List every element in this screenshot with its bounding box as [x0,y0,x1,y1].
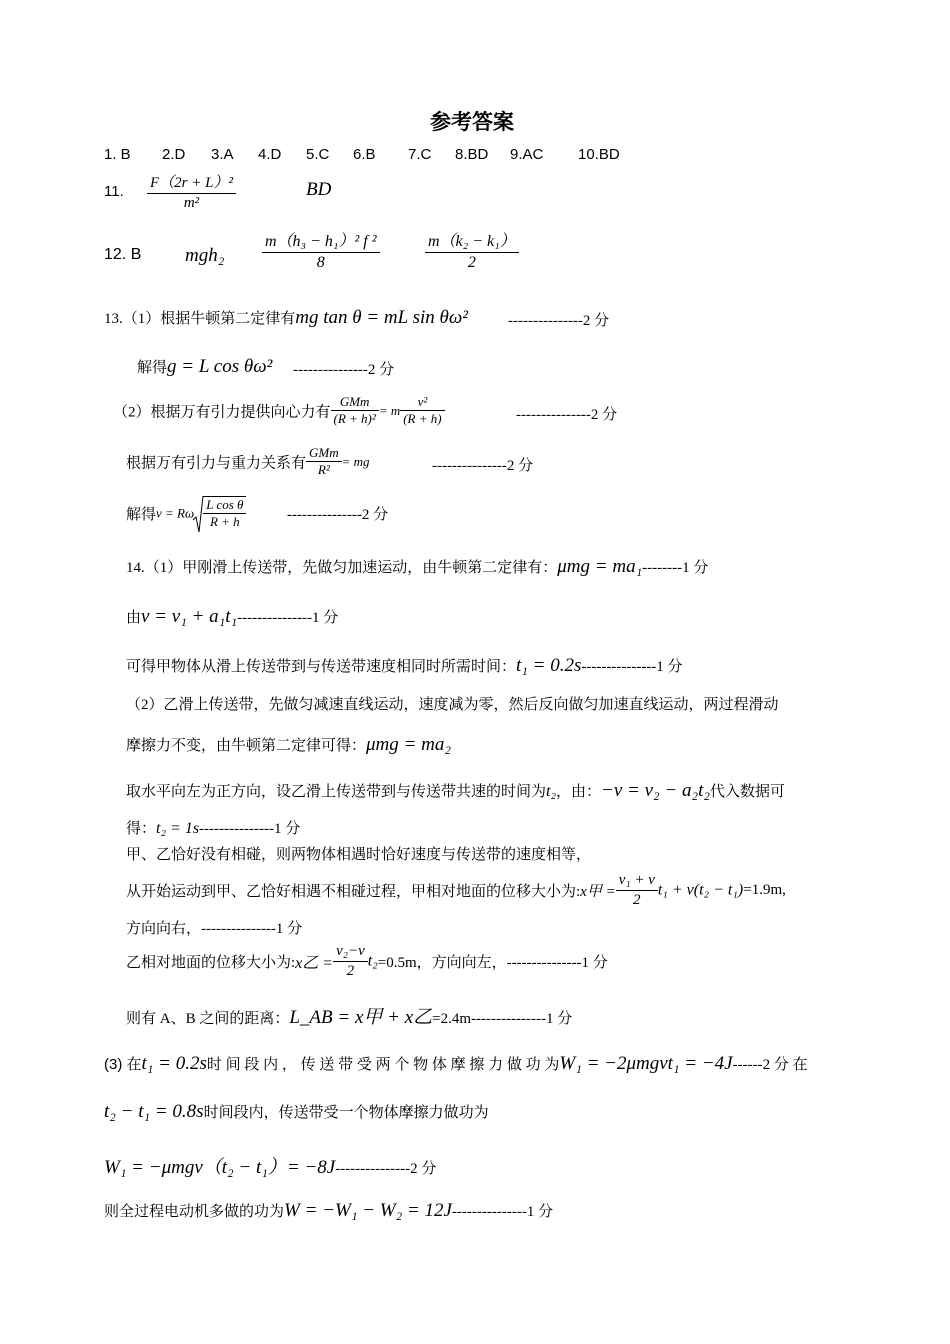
q14-text-6a: 取水平向左为正方向，设乙滑上传送带到与传送带共速的时间为 [126,784,547,800]
q14-rest-11: t₂ [367,952,378,970]
page-title: 参考答案 [430,110,514,134]
q11-fraction [147,174,236,213]
q13-score-4: ---------------2 分 [432,458,534,474]
choice-answer: 9.AC [510,146,544,163]
q14-3-formula-2: t₂ − t₁ = 0.8s [104,1101,204,1122]
q14-frac-11-num: v₂−v [333,942,368,962]
q11-numerator: F（2r + L）² [147,174,236,194]
choice-answer: 2.D [162,146,186,163]
q14-line-5 [126,734,451,756]
q14-lhs-11: x乙 = [295,954,334,972]
q13-line-2 [137,356,272,378]
q14-line-8: 甲、乙恰好没有相碰，则两物体相遇时恰好速度与传送带的速度相等， [126,847,592,863]
q14-line-12 [126,1002,572,1029]
q14-formula-12: L_AB = x甲 + x乙 [289,1007,433,1028]
choice-answer: 7.C [408,146,432,163]
q13-score-5: ---------------2 分 [287,507,389,523]
q14-formula-6: −v = v₂ − a₂t₂ [601,780,710,801]
q13-line-1 [104,307,468,329]
q12-fraction-1-den: 8 [316,254,325,271]
q14-frac-11-den: 2 [346,962,355,979]
q11-answer-2: BD [306,179,332,200]
q12-fraction-2-den: 2 [467,254,476,271]
q13-text-5: 解得 [126,506,157,523]
q14-3-score-4: ---------------1 分 [451,1204,554,1220]
q14-text-6b: ，由： [556,784,602,800]
q13-eq-3: = m [378,402,401,418]
q14-3-line-4 [104,1200,553,1222]
q14-t2: t₂ [546,783,557,800]
q14-3-t1: t₁ = 0.2s [141,1053,207,1074]
q13-formula-1: mg tan θ = mL sin θω² [295,307,468,328]
q13-frac-4-den: R² [317,462,330,478]
choice-answer: 8.BD [455,146,489,163]
q14-3-text-1b: 时 间 段 内 ， 传 送 带 受 两 个 物 体 摩 擦 力 做 功 为 [206,1057,560,1073]
q13-line-4 [126,445,370,479]
choice-answer: 1. B [104,146,131,163]
q14-text-7: 得： [126,821,157,837]
q14-3-formula-3: W₁ = −μmgv（t₂ − t₁）= −8J [104,1157,336,1178]
q14-text-5: 摩擦力不变，由牛顿第二定律可得： [126,738,367,754]
q14-line-10: 方向向右，---------------1 分 [126,921,303,937]
q14-text-11: 乙相对地面的位移大小为: [126,954,296,971]
q14-3-line-2 [104,1101,489,1123]
q14-3-formula-1: W₁ = −2μmgvt₁ = −4J [559,1053,733,1074]
choice-answer: 10.BD [578,146,620,163]
q14-formula-5: μmg = ma₂ [366,734,451,755]
q14-line-6 [126,780,785,802]
q11-denominator: m² [183,194,200,211]
q12-answer-2: mgh₂ [185,245,225,266]
q13-formula-2: g = L cos θω² [167,356,273,377]
q14-score-2: ---------------1 分 [237,610,339,626]
q14-line-2 [126,606,338,628]
q14-line-9 [126,871,786,910]
q13-eq-4: = mg [341,453,370,469]
q11-label: 11. [104,183,124,200]
q14-3-text-2: 时间段内，传送带受一个物体摩擦力做功为 [203,1105,489,1121]
q13-frac-3a-den: (R + h)² [333,411,376,427]
sqrt-symbol [203,496,246,531]
q14-text-9: 从开始运动到甲、乙恰好相遇不相碰过程，甲相对地面的位移大小为: [126,883,581,900]
q14-formula-3: t₁ = 0.2s [516,655,582,676]
q14-3-formula-4: W = −W₁ − W₂ = 12J [284,1200,452,1221]
q13-score-1: ---------------2 分 [508,313,610,329]
q14-line-3 [126,655,683,677]
radical-icon [193,496,204,534]
q13-score-2: ---------------2 分 [293,362,395,378]
q13-text-2: 解得 [137,360,168,376]
q13-score-3: ---------------2 分 [516,407,618,423]
q14-frac-9-den: 2 [633,891,641,908]
q14-result-11: =0.5m，方向向左，---------------1 分 [377,954,608,971]
q13-frac-3a-num: GMm [331,394,379,411]
q13-text-3: （2）根据万有引力提供向心力有 [113,404,331,421]
q12-fraction-2-num: m（k₂ − k₁） [425,232,519,253]
q14-score-3: ---------------1 分 [581,659,683,675]
q13-frac-4-num: GMm [306,445,342,462]
choice-answer: 5.C [306,146,330,163]
q13-frac-3b-den: (R + h) [403,411,442,427]
q14-line-4: （2）乙滑上传送带，先做匀减速直线运动，速度减为零，然后反向做匀加速直线运动，两过程滑动 [126,697,779,713]
q14-formula-1: μmg = ma₁ [557,556,643,577]
q14-score-7: ---------------1 分 [199,821,301,837]
q14-3-text-1a: (3) 在 [104,1056,142,1073]
q12-fraction-2 [425,232,519,273]
q13-frac-3b-num: v² [400,394,444,411]
q13-text-1: 13.（1）根据牛顿第二定律有 [104,311,296,327]
q14-result-12: =2.4m---------------1 分 [432,1011,573,1027]
q14-text-2: 由 [126,610,142,626]
choice-answer: 6.B [353,146,376,163]
q14-line-11 [126,942,608,981]
q14-rest-9: t₁ + v(t₂ − t₁) [657,881,744,899]
q12-label: 12. B [104,246,142,263]
q14-3-line-3 [104,1152,436,1179]
q14-frac-9-num: v₁ + v [616,871,658,891]
q14-3-text-4: 则全过程电动机多做的功为 [104,1204,285,1220]
q13-text-4: 根据万有引力与重力关系有 [126,455,307,472]
q14-score-1: --------1 分 [642,560,709,576]
q14-text-3: 可得甲物体从滑上传送带到与传送带速度相同时所需时间： [126,659,517,675]
q14-line-1 [126,556,708,578]
choice-answer: 3.A [211,146,234,163]
q13-line-5 [126,496,246,531]
q14-result-9: =1.9m, [743,881,786,898]
q14-formula-2: v = v₁ + a₁t₁ [141,606,238,627]
q14-3-score-3: ---------------2 分 [335,1161,437,1177]
q12-fraction-1 [262,232,380,273]
q14-text-1: 14.（1）甲刚滑上传送带，先做匀加速运动，由牛顿第二定律有： [126,560,558,576]
choice-answer: 4.D [258,146,282,163]
q14-text-6c: 代入数据可 [709,784,785,800]
q14-formula-7: t₂ = 1s [156,820,200,837]
q14-3-line-1 [104,1053,808,1075]
q12-fraction-1-num: m（h₃ − h₁）² f ² [262,232,380,253]
q13-lhs-5: v = Rω [156,505,195,521]
q13-sqrt-num: L cos θ [203,497,246,514]
q13-sqrt-den: R + h [209,514,240,530]
q14-text-12: 则有 A、B 之间的距离： [126,1011,290,1027]
q14-line-7 [126,817,300,838]
q14-3-text-1c: ------2 分 在 [732,1057,808,1073]
q14-lhs-9: x甲 = [580,883,616,900]
q13-line-3 [113,394,445,428]
